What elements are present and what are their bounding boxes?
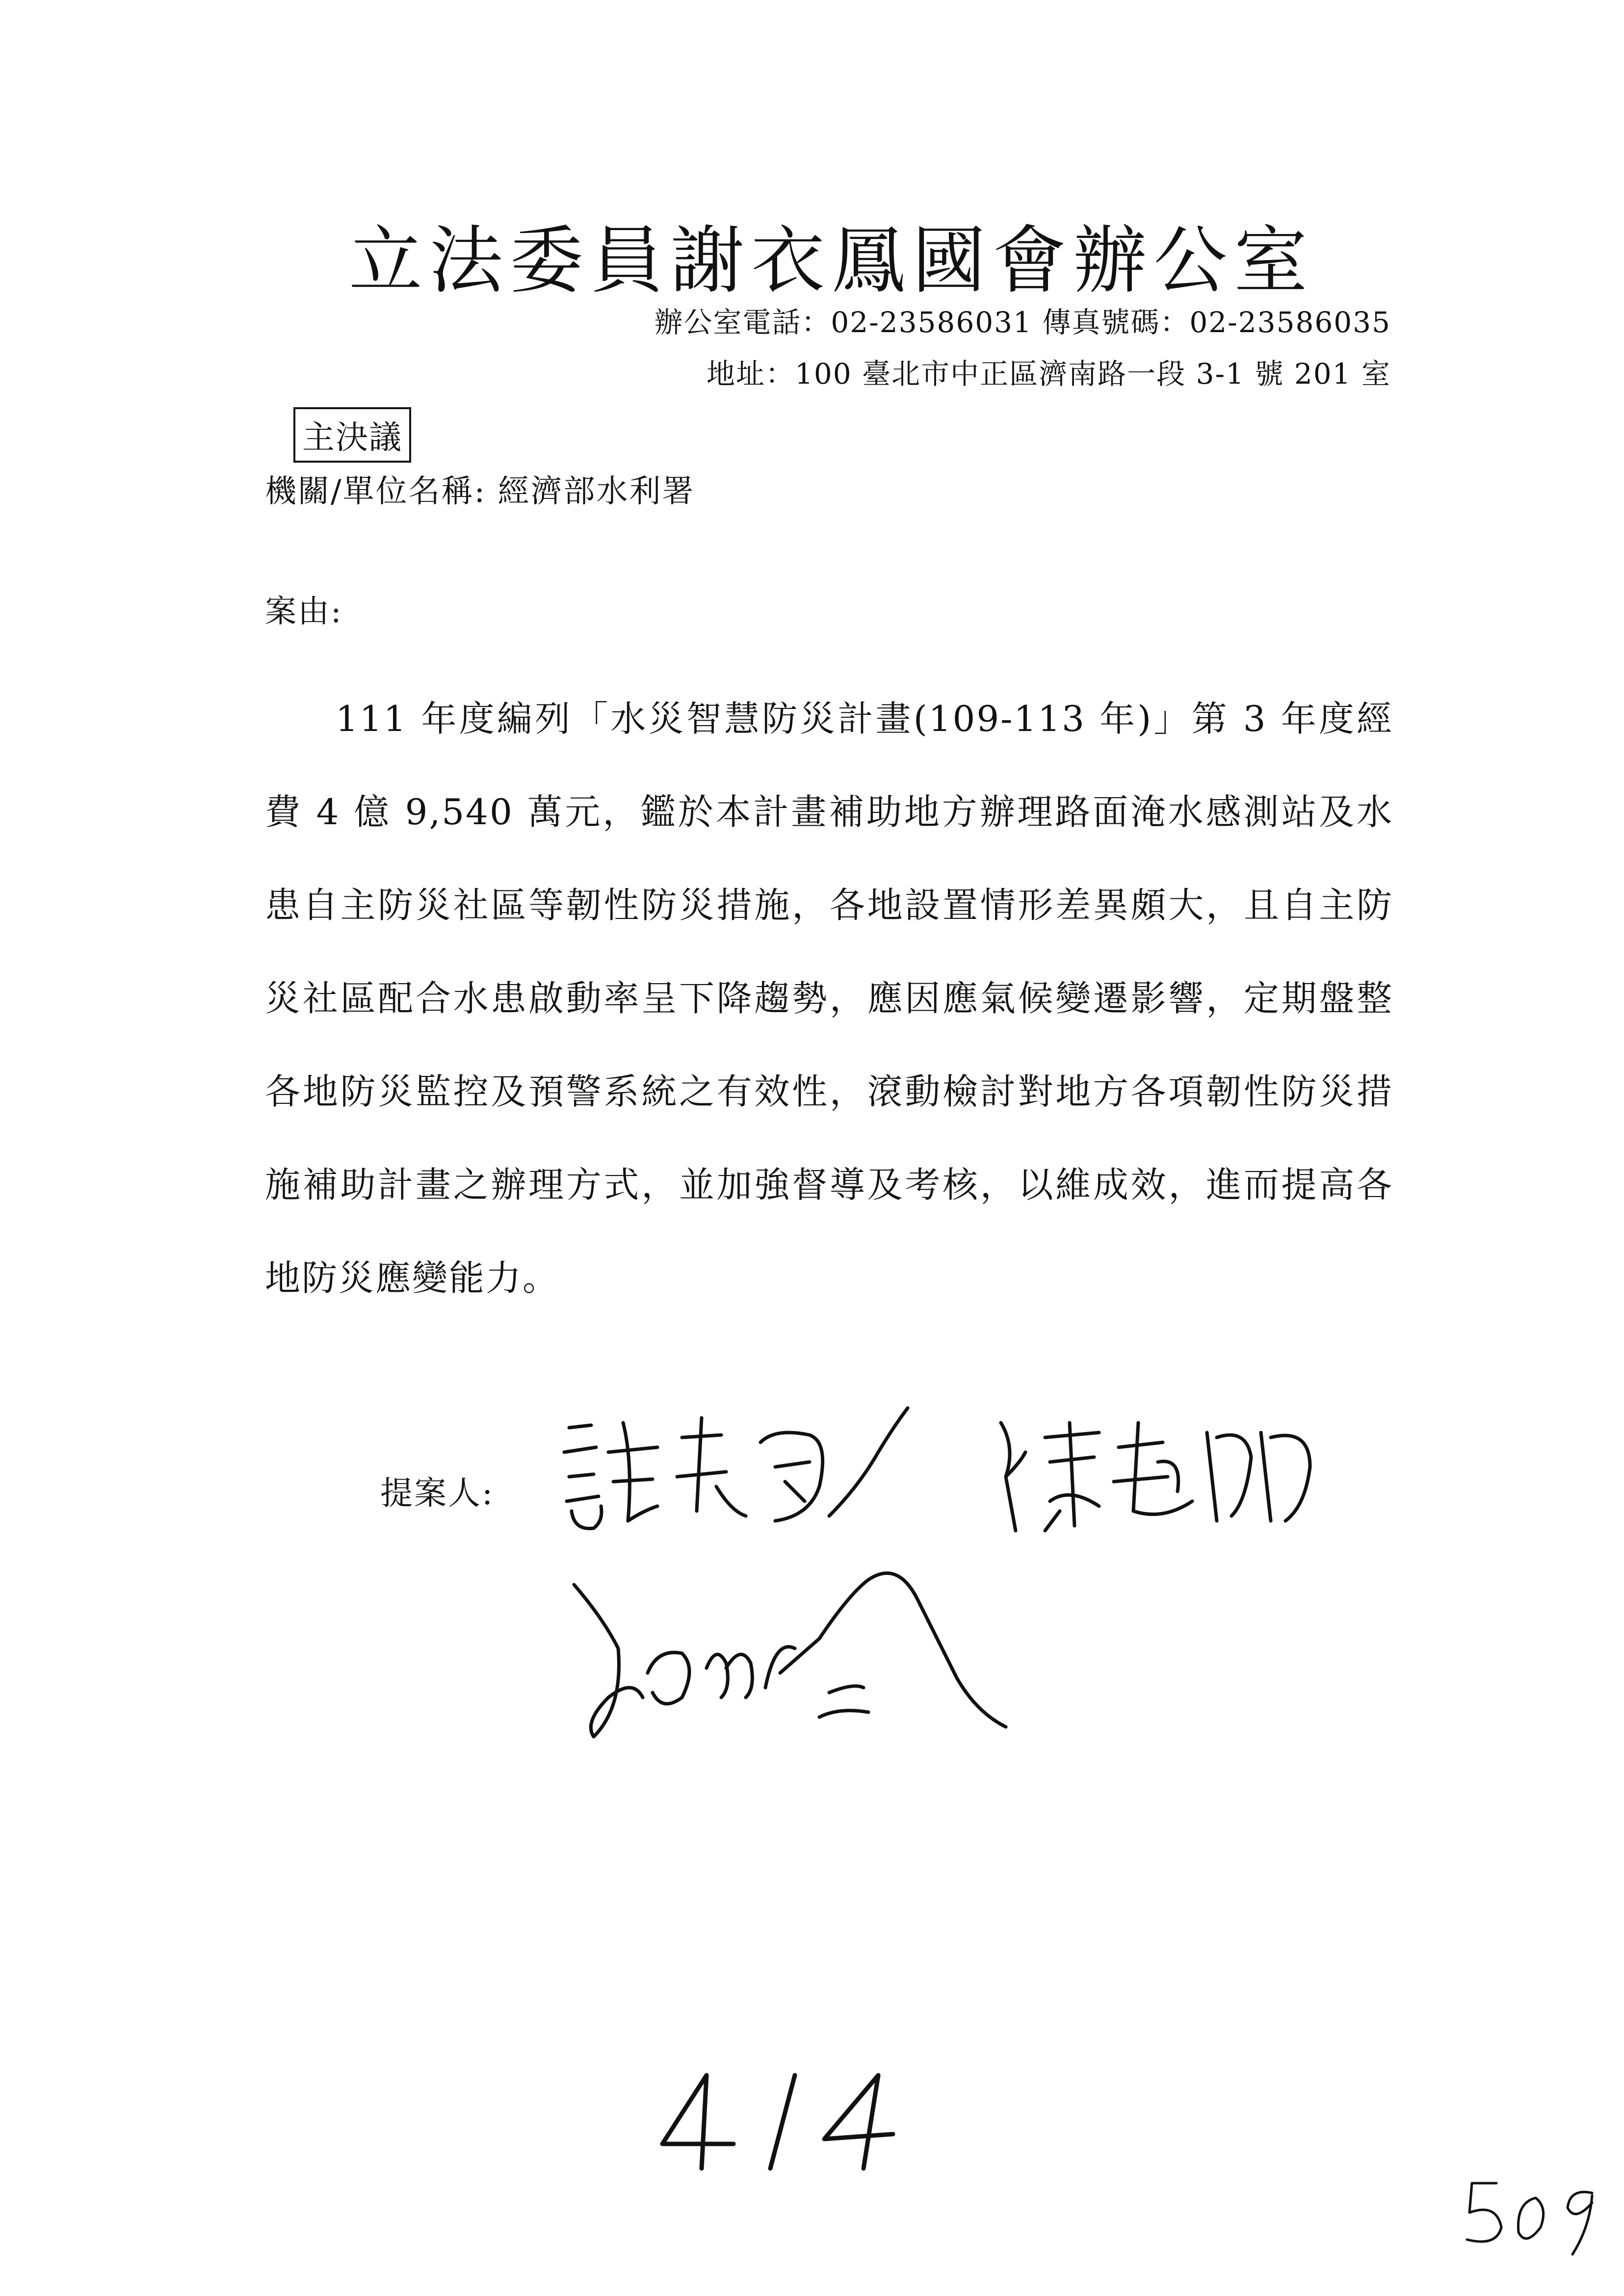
office-address: 地址：100 臺北市中正區濟南路一段 3-1 號 201 室 bbox=[707, 357, 1391, 391]
proposer-label: 提案人: bbox=[380, 1474, 495, 1512]
page-number bbox=[1462, 2173, 1609, 2257]
office-phone-fax: 辦公室電話：02-23586031 傳真號碼：02-23586035 bbox=[654, 306, 1391, 339]
signature-3 bbox=[564, 1550, 1035, 1761]
stamp-number bbox=[648, 2061, 903, 2178]
doc-type-box: 主決議 bbox=[293, 407, 411, 463]
agency-row bbox=[265, 466, 695, 511]
signature-1 bbox=[554, 1388, 927, 1550]
case-label: 案由: bbox=[265, 594, 343, 630]
agency-value: 經濟部水利署 bbox=[498, 473, 695, 510]
agency-label: 機關/單位名稱: bbox=[265, 473, 487, 510]
signature-2 bbox=[986, 1403, 1339, 1550]
page-title: 立法委員謝衣鳳國會辦公室 bbox=[348, 218, 1314, 304]
case-body-text: 111 年度編列「水災智慧防災計畫(109-113 年)」第 3 年度經費 4 億 9,540 萬元，鑑於本計畫補助地方辦理路面淹水感測站及水患自主防災社區等韌性防災措施，各地設置情形差異頗大，且自主防災社區配合水患啟動率呈下降趨勢，應因應氣候變遷影響，定期盤整各地防災監控及預警系統之有效性，滾動檢討對地方各項韌性防災措施補助計畫之辦理方式，並加強督導及考核，以維成效，進而提高各地防災應變能力。 bbox=[265, 698, 1393, 1299]
